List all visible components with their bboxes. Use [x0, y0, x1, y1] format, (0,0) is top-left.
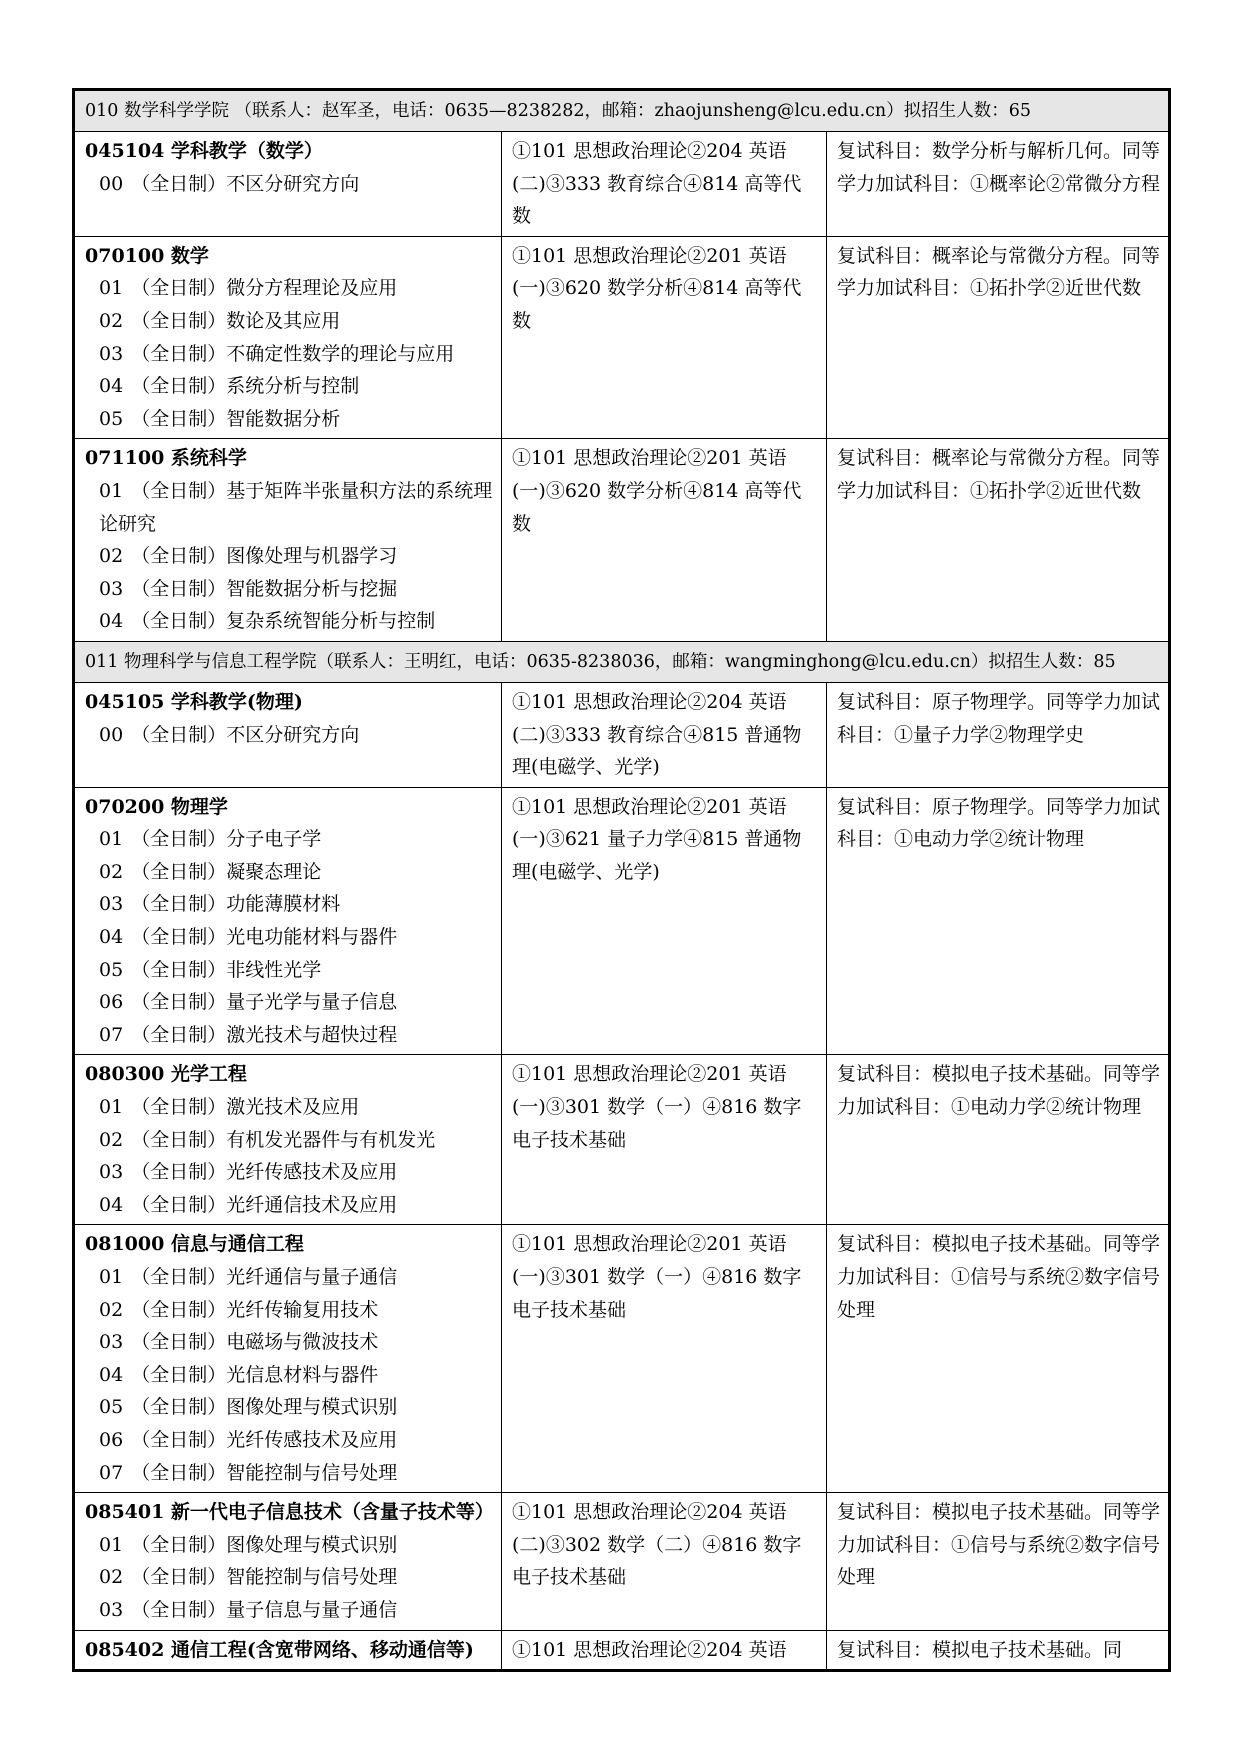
direction-name: （全日制）光电功能材料与器件 — [131, 926, 398, 949]
direction-name: （全日制）基于矩阵半张量积方法的系统理论研究 — [99, 479, 493, 535]
direction-code: 03 — [99, 1161, 124, 1184]
direction-code: 02 — [99, 1128, 124, 1151]
direction-name: （全日制）分子电子学 — [131, 828, 322, 851]
direction-code: 01 — [99, 277, 124, 300]
direction-code: 04 — [99, 926, 124, 949]
admissions-catalog-page — [72, 88, 1168, 1672]
direction-name: （全日制）智能数据分析 — [131, 407, 341, 430]
direction-item — [85, 403, 493, 436]
major-title: 070100 数学 — [85, 244, 209, 267]
retest-subjects: 复试科目：概率论与常微分方程。同等学力加试科目：①拓扑学②近世代数 — [827, 439, 1170, 642]
direction-name: （全日制）电磁场与微波技术 — [131, 1331, 379, 1354]
department-row — [74, 90, 1170, 132]
direction-item — [85, 1359, 493, 1392]
direction-code: 07 — [99, 1461, 124, 1484]
major-row — [74, 1493, 1170, 1630]
direction-name: （全日制）光纤传感技术及应用 — [131, 1161, 398, 1184]
direction-code: 01 — [99, 828, 124, 851]
direction-name: （全日制）智能数据分析与挖掘 — [131, 577, 398, 600]
direction-code: 03 — [99, 893, 124, 916]
direction-name: （全日制）智能控制与信号处理 — [131, 1461, 398, 1484]
direction-code: 01 — [99, 1266, 124, 1288]
direction-name: （全日制）量子信息与量子通信 — [131, 1598, 398, 1621]
direction-item — [85, 1019, 493, 1052]
direction-item — [85, 338, 493, 371]
major-cell — [74, 236, 502, 439]
direction-item — [85, 1457, 493, 1490]
direction-item — [85, 168, 493, 201]
direction-code: 00 — [99, 723, 124, 746]
exam-subjects: ①101 思想政治理论②201 英语(一)③301 数学（一）④816 数字电子技术基础 — [502, 1225, 827, 1493]
direction-name: （全日制）微分方程理论及应用 — [131, 277, 398, 300]
major-title: 045104 学科教学（数学） — [85, 140, 323, 162]
exam-subjects: ①101 思想政治理论②201 英语(一)③620 数学分析④814 高等代数 — [502, 439, 827, 642]
program-table-body — [74, 90, 1170, 1671]
direction-code: 04 — [99, 1363, 124, 1386]
major-cell — [74, 1630, 502, 1671]
direction-code: 02 — [99, 309, 124, 332]
major-title: 080300 光学工程 — [85, 1063, 247, 1086]
direction-code: 01 — [99, 1096, 124, 1119]
direction-code: 00 — [99, 172, 124, 195]
direction-code: 04 — [99, 610, 124, 633]
retest-subjects: 复试科目：概率论与常微分方程。同等学力加试科目：①拓扑学②近世代数 — [827, 236, 1170, 439]
direction-code: 07 — [99, 1023, 124, 1046]
direction-item — [85, 888, 493, 921]
major-title: 085402 通信工程(含宽带网络、移动通信等) — [85, 1638, 474, 1661]
exam-subjects: ①101 思想政治理论②204 英语(二)③302 数学（二）④816 数字电子技术基础 — [502, 1493, 827, 1630]
direction-name: （全日制）激光技术及应用 — [131, 1096, 360, 1119]
direction-name: （全日制）图像处理与模式识别 — [131, 1533, 398, 1556]
direction-code: 05 — [99, 1396, 124, 1419]
direction-name: （全日制）不区分研究方向 — [131, 172, 360, 195]
direction-code: 05 — [99, 958, 124, 981]
direction-item — [85, 954, 493, 987]
retest-subjects: 复试科目：原子物理学。同等学力加试科目：①量子力学②物理学史 — [827, 682, 1170, 787]
major-title: 045105 学科教学(物理) — [85, 690, 303, 713]
direction-name: （全日制）非线性光学 — [131, 958, 322, 981]
major-title: 085401 新一代电子信息技术（含量子技术等） — [85, 1501, 494, 1524]
direction-name: （全日制）光纤传感技术及应用 — [131, 1428, 398, 1451]
major-title: 071100 系统科学 — [85, 447, 247, 470]
direction-code: 02 — [99, 1566, 124, 1589]
direction-item — [85, 272, 493, 305]
direction-code: 03 — [99, 577, 124, 600]
direction-code: 06 — [99, 991, 124, 1014]
direction-code: 01 — [99, 1533, 124, 1556]
direction-code: 01 — [99, 479, 124, 502]
direction-name: （全日制）不区分研究方向 — [131, 723, 360, 746]
direction-item — [85, 1189, 493, 1222]
direction-item — [85, 1261, 493, 1294]
direction-item — [85, 1156, 493, 1189]
exam-subjects: ①101 思想政治理论②201 英语(一)③301 数学（一）④816 数字电子技术基础 — [502, 1055, 827, 1225]
retest-subjects: 复试科目：原子物理学。同等学力加试科目：①电动力学②统计物理 — [827, 787, 1170, 1055]
direction-item — [85, 475, 493, 540]
direction-item — [85, 305, 493, 338]
retest-subjects: 复试科目：数学分析与解析几何。同等学力加试科目：①概率论②常微分方程 — [827, 132, 1170, 237]
direction-code: 02 — [99, 860, 124, 883]
retest-subjects: 复试科目：模拟电子技术基础。同等学力加试科目：①信号与系统②数字信号处理 — [827, 1225, 1170, 1493]
direction-name: （全日制）激光技术与超快过程 — [131, 1023, 398, 1046]
direction-item — [85, 540, 493, 573]
direction-item — [85, 1326, 493, 1359]
direction-item — [85, 1391, 493, 1424]
direction-name: （全日制）凝聚态理论 — [131, 860, 322, 883]
direction-name: （全日制）不确定性数学的理论与应用 — [131, 342, 455, 365]
direction-code: 06 — [99, 1428, 124, 1451]
direction-item — [85, 370, 493, 403]
major-cell — [74, 439, 502, 642]
major-row — [74, 132, 1170, 237]
major-row — [74, 1630, 1170, 1671]
direction-name: （全日制）图像处理与模式识别 — [131, 1396, 398, 1419]
major-row — [74, 787, 1170, 1055]
major-cell — [74, 1055, 502, 1225]
direction-code: 02 — [99, 545, 124, 568]
major-cell — [74, 1493, 502, 1630]
direction-code: 04 — [99, 375, 124, 398]
direction-code: 03 — [99, 1331, 124, 1354]
retest-subjects: 复试科目：模拟电子技术基础。同 — [827, 1630, 1170, 1671]
department-header: 011 物理科学与信息工程学院（联系人：王明红，电话：0635-8238036，邮箱：wangminghong@lcu.edu.cn）拟招生人数：85 — [74, 641, 1170, 682]
direction-name: （全日制）光纤通信与量子通信 — [131, 1266, 398, 1288]
major-title: 081000 信息与通信工程 — [85, 1233, 304, 1256]
retest-subjects: 复试科目：模拟电子技术基础。同等学力加试科目：①信号与系统②数字信号处理 — [827, 1493, 1170, 1630]
direction-item — [85, 1091, 493, 1124]
direction-name: （全日制）复杂系统智能分析与控制 — [131, 610, 436, 633]
major-cell — [74, 787, 502, 1055]
department-header: 010 数学科学学院 （联系人：赵军圣，电话：0635—8238282，邮箱：zhaojunsheng@lcu.edu.cn）拟招生人数：65 — [74, 90, 1170, 132]
direction-item — [85, 986, 493, 1019]
exam-subjects: ①101 思想政治理论②204 英语(二)③333 教育综合④815 普通物理(电磁学、光学) — [502, 682, 827, 787]
direction-name: （全日制）量子光学与量子信息 — [131, 991, 398, 1014]
direction-item — [85, 573, 493, 606]
direction-code: 05 — [99, 407, 124, 430]
direction-item — [85, 1294, 493, 1327]
department-row — [74, 641, 1170, 682]
direction-name: （全日制）光纤传输复用技术 — [131, 1298, 379, 1321]
major-row — [74, 682, 1170, 787]
direction-item — [85, 823, 493, 856]
direction-code: 02 — [99, 1298, 124, 1321]
direction-name: （全日制）光纤通信技术及应用 — [131, 1193, 398, 1216]
direction-code: 04 — [99, 1193, 124, 1216]
major-row — [74, 1055, 1170, 1225]
direction-item — [85, 719, 493, 752]
direction-item — [85, 1529, 493, 1562]
major-cell — [74, 682, 502, 787]
major-cell — [74, 132, 502, 237]
exam-subjects: ①101 思想政治理论②204 英语(二)③333 教育综合④814 高等代数 — [502, 132, 827, 237]
exam-subjects: ①101 思想政治理论②201 英语(一)③621 量子力学④815 普通物理(电磁学、光学) — [502, 787, 827, 1055]
major-row — [74, 439, 1170, 642]
retest-subjects: 复试科目：模拟电子技术基础。同等学力加试科目：①电动力学②统计物理 — [827, 1055, 1170, 1225]
direction-name: （全日制）光信息材料与器件 — [131, 1363, 379, 1386]
direction-name: （全日制）有机发光器件与有机发光 — [131, 1128, 436, 1151]
major-title: 070200 物理学 — [85, 795, 228, 818]
major-row — [74, 236, 1170, 439]
direction-item — [85, 1124, 493, 1157]
direction-name: （全日制）数论及其应用 — [131, 309, 341, 332]
direction-item — [85, 921, 493, 954]
direction-name: （全日制）图像处理与机器学习 — [131, 545, 398, 568]
direction-item — [85, 856, 493, 889]
direction-name: （全日制）智能控制与信号处理 — [131, 1566, 398, 1589]
direction-name: （全日制）功能薄膜材料 — [131, 893, 341, 916]
direction-item — [85, 1561, 493, 1594]
direction-code: 03 — [99, 1598, 124, 1621]
direction-item — [85, 1424, 493, 1457]
direction-item — [85, 1594, 493, 1627]
direction-item — [85, 605, 493, 638]
direction-name: （全日制）系统分析与控制 — [131, 375, 360, 398]
major-cell — [74, 1225, 502, 1493]
exam-subjects: ①101 思想政治理论②201 英语(一)③620 数学分析④814 高等代数 — [502, 236, 827, 439]
exam-subjects: ①101 思想政治理论②204 英语 — [502, 1630, 827, 1671]
direction-code: 03 — [99, 342, 124, 365]
major-row — [74, 1225, 1170, 1493]
program-table — [72, 88, 1171, 1672]
